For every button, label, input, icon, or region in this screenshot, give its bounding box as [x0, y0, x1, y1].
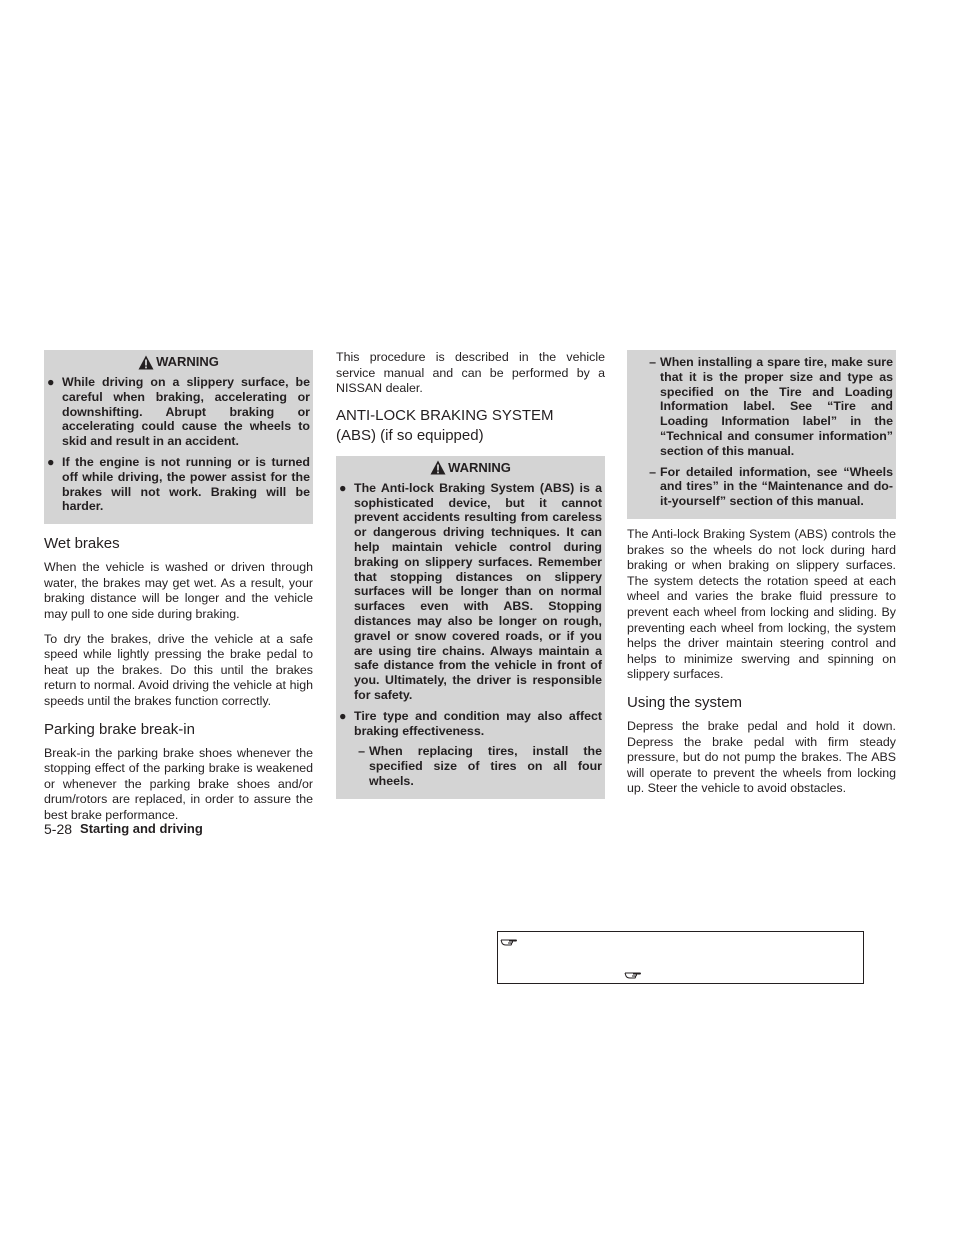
paragraph: When the vehicle is washed or driven through water, the brakes may get wet. As a result, your braking distance will be longer and the vehicle may pull to one side during braking. [44, 560, 313, 621]
column-2 [336, 350, 605, 807]
reference-note-box [497, 931, 864, 984]
dash: – [649, 464, 656, 479]
warning-box-abs [336, 456, 605, 799]
pointing-hand-icon [624, 968, 642, 980]
warning-title: WARNING [47, 353, 310, 371]
bullet: ● [47, 454, 55, 469]
warning-item: ● The Anti-lock Braking System (ABS) is a sophisticated device, but it cannot prevent accidents resulting from careless or dangerous driving techniques. It can help maintain vehicle control during braking on slippery surfaces. Remember that stopping distances on slippery surfaces will be longer than on normal surfaces even with ABS. Stopping distances may also be longer on rough, gravel or snow covered roads, or if you are using tire chains. Always maintain a safe distance from the vehicle in front of you. Ultimately, the driver is responsible for safety. [339, 480, 602, 702]
pointing-hand-icon [500, 935, 518, 947]
warning-subitem: – When replacing tires, install the specified size of tires on all four wheels. [339, 744, 602, 788]
paragraph: This procedure is described in the vehicle service manual and can be performed by a NISSAN dealer. [336, 350, 605, 396]
dash: – [649, 355, 656, 369]
column-3 [627, 350, 896, 806]
paragraph: Depress the brake pedal and hold it down. Depress the brake pedal with firm steady pressure, but do not pump the brakes. The ABS will operate to prevent the wheels from locking up. Steer the vehicle to avoid obstacles. [627, 718, 896, 796]
warning-item: ● If the engine is not running or is turned off while driving, the power assist for the brakes will not work. Braking will be harder. [47, 454, 310, 514]
warning-subitem: – When installing a spare tire, make sure that it is the proper size and type as specified on the Tire and Loading Information label. See “Tire and Loading Information label” in the “Technical and consumer information” section of this manual. [630, 355, 893, 459]
warning-box-braking [44, 350, 313, 524]
heading-abs: ANTI-LOCK BRAKING SYSTEM (ABS) (if so equipped) [336, 406, 554, 444]
warning-subitem: – For detailed information, see “Wheels and tires” in the “Maintenance and do-it-yourself” section of this manual. [630, 465, 893, 509]
paragraph: To dry the brakes, drive the vehicle at a safe speed while lightly pressing the brake pedal to heat up the brakes. Do this until the brakes return to normal. Avoid driving the vehicle at high speeds until the brakes function correctly. [44, 631, 313, 708]
heading-using-system: Using the system [627, 693, 743, 711]
heading-wet-brakes: Wet brakes [44, 535, 120, 553]
dash: – [358, 744, 365, 759]
bullet: ● [339, 708, 347, 723]
bullet: ● [339, 480, 347, 495]
warning-box-abs-continued [627, 350, 896, 519]
bullet: ● [47, 375, 55, 389]
warning-title: WARNING [339, 459, 602, 477]
page-number: 5-28 [44, 821, 73, 837]
warning-triangle-icon [430, 460, 446, 475]
column-1 [44, 350, 313, 832]
paragraph: The Anti-lock Braking System (ABS) controls the brakes so the wheels do not lock during hard braking or when braking on slippery surfaces. The system detects the rotation speed at each wheel and varies the brake fluid pressure to prevent each wheel from locking and sliding. By preventing each wheel from locking, the system helps the driver maintain steering control and helps to minimize swerving and spinning on slippery surfaces. [627, 526, 896, 682]
page-footer [44, 820, 203, 838]
warning-triangle-icon [138, 355, 154, 370]
warning-item: ● Tire type and condition may also affect braking effectiveness. [339, 708, 602, 738]
section-title: Starting and driving [80, 821, 203, 836]
paragraph: Break-in the parking brake shoes whenever the stopping effect of the parking brake is weakened or whenever the parking brake shoes and/or drum/rotors are replaced, in order to assure the best brake performance. [44, 745, 313, 822]
warning-item: ● While driving on a slippery surface, be careful when braking, accelerating or downshifting. Abrupt braking or accelerating could cause the wheels to skid and result in an accident. [47, 375, 310, 449]
heading-parking-brake: Parking brake break-in [44, 720, 195, 738]
